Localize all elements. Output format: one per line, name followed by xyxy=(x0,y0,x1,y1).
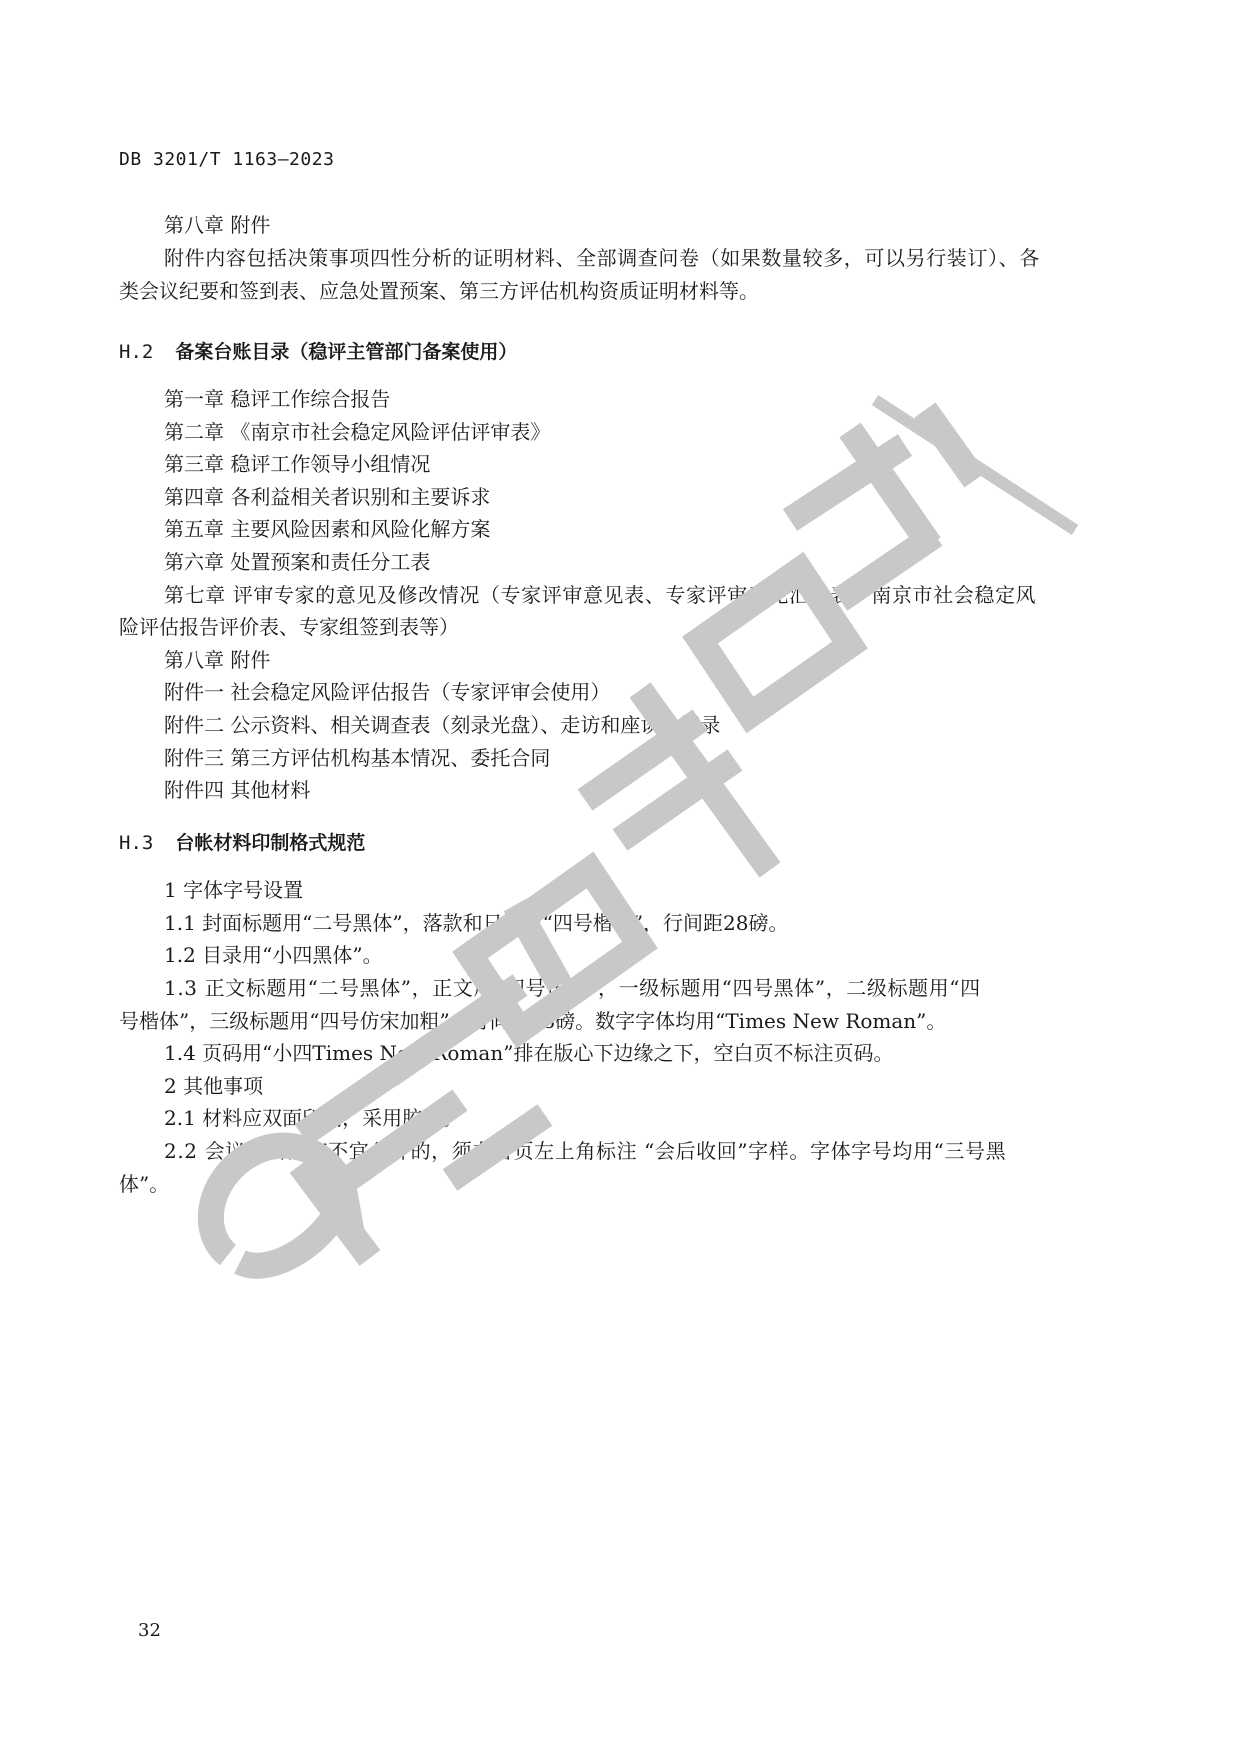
list-item: 2.1 材料应双面印刷，采用胶装。 xyxy=(164,1106,463,1130)
list-item: 附件一 社会稳定风险评估报告（专家评审会使用） xyxy=(164,680,611,704)
list-item: 第二章 《南京市社会稳定风险评估评审表》 xyxy=(164,420,551,444)
list-item: 附件二 公示资料、相关调查表（刻录光盘）、走访和座谈会记录 xyxy=(164,713,721,737)
list-item: 号楷体”，三级标题用“四号仿宋加粗”，行间距28磅。数字字体均用“Times New Roman”。 xyxy=(119,1009,947,1033)
paragraph-line: 附件内容包括决策事项四性分析的证明材料、全部调查问卷（如果数量较多，可以另行装订）、各 xyxy=(164,246,1040,270)
list-item: 附件四 其他材料 xyxy=(164,778,311,802)
list-item: 1 字体字号设置 xyxy=(164,878,304,902)
paragraph-line: 类会议纪要和签到表、应急处置预案、第三方评估机构资质证明材料等。 xyxy=(119,279,759,303)
list-item: 2 其他事项 xyxy=(164,1074,264,1098)
section-title: 台帐材料印制格式规范 xyxy=(175,832,366,854)
section-heading-h3 xyxy=(119,831,365,855)
list-item: 第八章 附件 xyxy=(164,648,271,672)
list-item: 附件三 第三方评估机构基本情况、委托合同 xyxy=(164,746,551,770)
standard-number: DB 3201/T 1163—2023 xyxy=(119,149,335,170)
list-item: 1.3 正文标题用“二号黑体”，正文用“四号仿宋”，一级标题用“四号黑体”，二级标题用“四 xyxy=(164,976,981,1000)
list-item: 1.2 目录用“小四黑体”。 xyxy=(164,943,383,967)
list-item: 第七章 评审专家的意见及修改情况（专家评审意见表、专家评审意见汇总表、南京市社会稳定风 xyxy=(164,583,1037,607)
list-item: 1.1 封面标题用“二号黑体”，落款和日期用“四号楷体”，行间距28磅。 xyxy=(164,911,789,935)
list-item: 第六章 处置预案和责任分工表 xyxy=(164,550,431,574)
section-number: H.3 xyxy=(119,832,154,854)
section-title: 备案台账目录（稳评主管部门备案使用） xyxy=(175,341,518,363)
chapter-heading: 第八章 附件 xyxy=(164,213,271,237)
list-item: 险评估报告评价表、专家组签到表等） xyxy=(119,615,459,639)
section-heading-h2 xyxy=(119,340,517,364)
section-number: H.2 xyxy=(119,341,154,363)
list-item: 第五章 主要风险因素和风险化解方案 xyxy=(164,517,491,541)
page-number: 32 xyxy=(138,1620,161,1641)
list-item: 体”。 xyxy=(119,1172,170,1196)
list-item: 第四章 各利益相关者识别和主要诉求 xyxy=(164,485,491,509)
list-item: 第三章 稳评工作领导小组情况 xyxy=(164,452,431,476)
list-item: 1.4 页码用“小四Times New Roman”排在版心下边缘之下，空白页不标注页码。 xyxy=(164,1041,894,1065)
list-item: 第一章 稳评工作综合报告 xyxy=(164,387,391,411)
list-item: 2.2 会议材料内容不宜公开的，须在首页左上角标注 “会后收回”字样。字体字号均用“三号黑 xyxy=(164,1139,1007,1163)
